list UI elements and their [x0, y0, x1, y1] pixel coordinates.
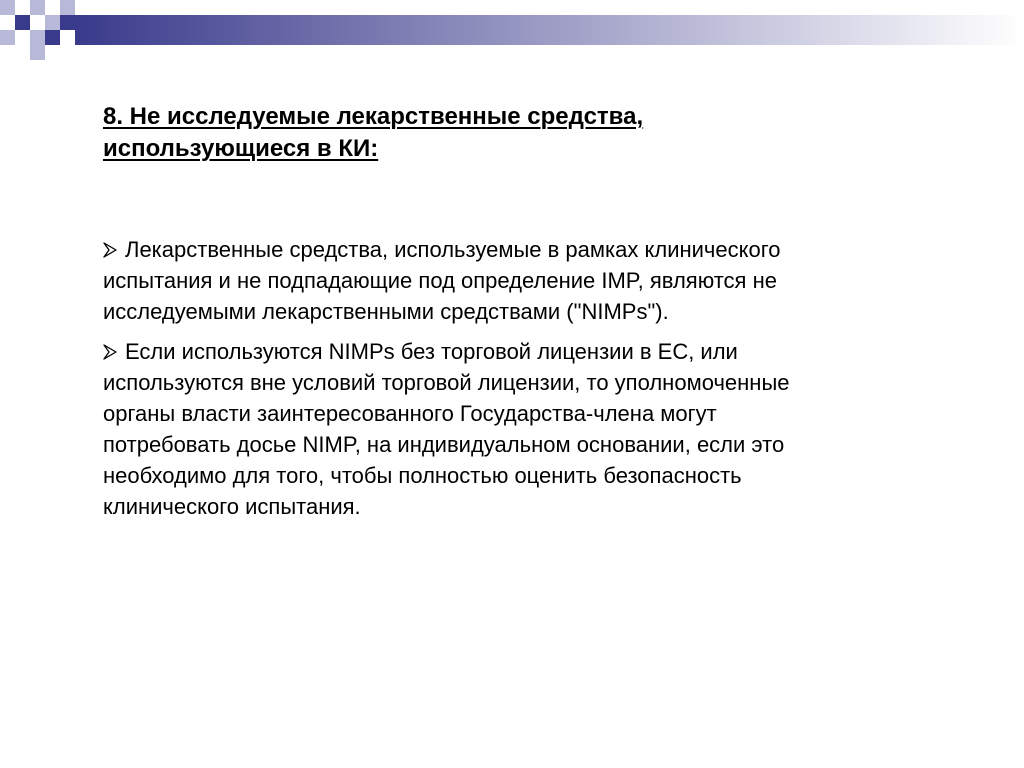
bullet-text-line: клинического испытания.	[103, 494, 361, 519]
decor-square	[30, 30, 45, 45]
bullet-text-line: необходимо для того, чтобы полностью оценить безопасность	[103, 463, 742, 488]
decor-square	[30, 45, 45, 60]
decor-square	[0, 30, 15, 45]
bullet-list	[103, 234, 923, 531]
slide-title-line: использующиеся в КИ:	[103, 135, 379, 162]
bullet-item	[103, 336, 923, 522]
bullet-text-line: Если используются NIMPs без торговой лицензии в ЕС, или	[125, 339, 738, 364]
bullet-text-line: используются вне условий торговой лицензии, то уполномоченные	[103, 370, 790, 395]
decor-square	[60, 0, 75, 15]
header-squares-graphic	[0, 0, 1024, 60]
bullet-text-line: испытания и не подпадающие под определение IMP, являются не	[103, 268, 777, 293]
decor-square	[60, 15, 75, 30]
slide-title-line: 8. Не исследуемые лекарственные средства,	[103, 103, 644, 130]
decor-square	[30, 0, 45, 15]
header-decoration	[0, 0, 1024, 60]
decor-square	[0, 0, 15, 15]
decor-square	[15, 15, 30, 30]
bullet-item	[103, 234, 923, 327]
decor-square	[45, 15, 60, 30]
slide-title	[103, 101, 903, 165]
bullet-text-line: исследуемыми лекарственными средствами ("NIMPs").	[103, 299, 669, 324]
bullet-text-line: органы власти заинтересованного Государства-члена могут	[103, 401, 717, 426]
header-gradient-bar	[75, 15, 1024, 45]
arrowhead-bullet-icon	[103, 241, 117, 257]
arrowhead-bullet-icon	[103, 343, 117, 359]
bullet-text-line: потребовать досье NIMP, на индивидуальном основании, если это	[103, 432, 785, 457]
bullet-text-line: Лекарственные средства, используемые в рамках клинического	[125, 237, 781, 262]
decor-square	[45, 30, 60, 45]
